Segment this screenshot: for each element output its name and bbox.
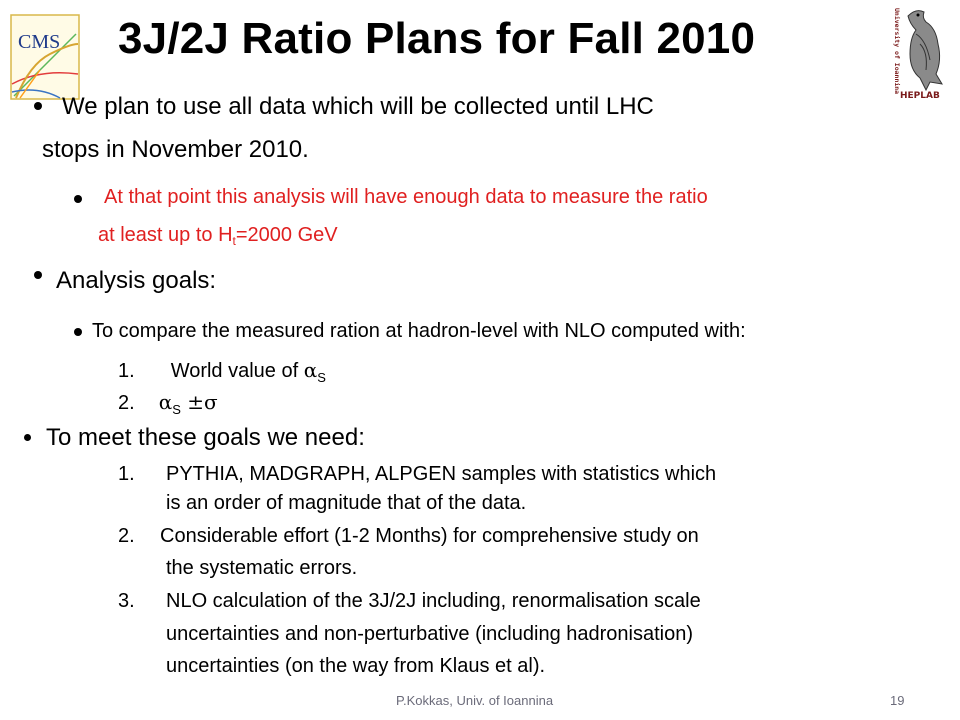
need-item-3-line3: uncertainties (on the way from Klaus et al). bbox=[166, 655, 546, 677]
need-item-3-line2: uncertainties and non-perturbative (including hadronisation) bbox=[166, 623, 693, 645]
need-item-3-line1: NLO calculation of the 3J/2J including, renormalisation scale bbox=[166, 590, 701, 612]
goal-item-2 bbox=[118, 390, 218, 417]
bullet-dot bbox=[34, 271, 42, 279]
bullet1-line2: stops in November 2010. bbox=[42, 136, 309, 163]
alpha-symbol: α bbox=[303, 358, 318, 382]
alpha-subscript: S bbox=[317, 370, 326, 385]
need-item-2-line1: Considerable effort (1-2 Months) for comprehensive study on bbox=[160, 525, 699, 547]
goal-item-1 bbox=[118, 358, 326, 385]
need-item-1-num: 1. bbox=[118, 463, 135, 485]
bullet1-sub-line2-suffix: =2000 GeV bbox=[235, 224, 338, 246]
need-item-2-line2: the systematic errors. bbox=[166, 557, 358, 579]
bullet1-sub-line1: At that point this analysis will have enough data to measure the ratio bbox=[104, 186, 708, 208]
need-item-2-num: 2. bbox=[118, 525, 135, 547]
needs-label: To meet these goals we need: bbox=[46, 424, 365, 451]
bullet1-sub-line2-prefix: at least up to H bbox=[98, 224, 233, 246]
analysis-goals-text: To compare the measured ration at hadron-level with NLO computed with: bbox=[92, 320, 746, 342]
need-item-3-num: 3. bbox=[118, 590, 135, 612]
heplab-vertical-text: University of Ioannina bbox=[893, 8, 901, 95]
alpha-symbol: α bbox=[158, 390, 173, 414]
ht-subscript: t bbox=[232, 234, 236, 248]
goal-item-1-num: 1. bbox=[118, 360, 135, 382]
heplab-logo bbox=[886, 4, 954, 100]
plus-minus-sigma: ±σ bbox=[180, 390, 218, 414]
slide-title: 3J/2J Ratio Plans for Fall 2010 bbox=[118, 14, 756, 63]
bullet1-line1: We plan to use all data which will be collected until LHC bbox=[62, 93, 654, 120]
page-number: 19 bbox=[890, 693, 905, 708]
cms-logo-text: CMS bbox=[18, 31, 61, 53]
analysis-goals-label: Analysis goals: bbox=[56, 267, 217, 294]
bullet-dot bbox=[74, 328, 82, 336]
cms-logo bbox=[10, 14, 80, 100]
goal-item-1-prefix: World value of bbox=[170, 360, 304, 382]
need-item-1-line1: PYTHIA, MADGRAPH, ALPGEN samples with statistics which bbox=[166, 463, 717, 485]
heplab-caption: HEPLAB bbox=[900, 91, 940, 100]
bullet-dot bbox=[74, 195, 82, 203]
footer-author: P.Kokkas, Univ. of Ioannina bbox=[396, 693, 554, 708]
bullet-dot bbox=[34, 102, 42, 110]
bullet-dot bbox=[24, 434, 31, 441]
alpha-subscript: S bbox=[172, 402, 181, 417]
need-item-1-line2: is an order of magnitude that of the data. bbox=[166, 492, 527, 514]
goal-item-2-num: 2. bbox=[118, 392, 135, 414]
bullet1-sub-line2 bbox=[98, 224, 338, 248]
